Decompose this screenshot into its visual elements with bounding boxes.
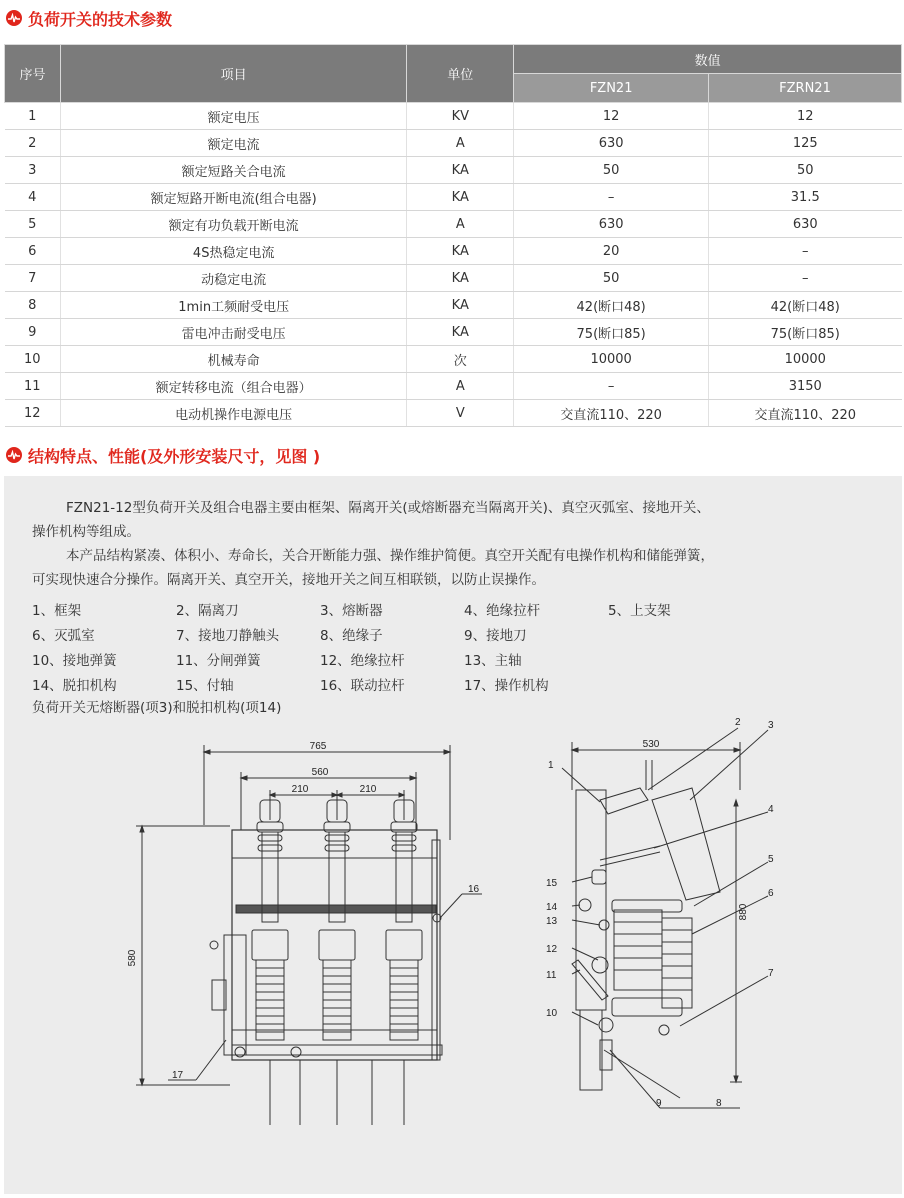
table-cell-seq: 7: [5, 265, 61, 292]
table-cell-v2: 50: [709, 157, 902, 184]
table-cell-unit: KA: [407, 238, 514, 265]
label-6: 6: [768, 888, 774, 899]
section-title-text: 负荷开关的技术参数: [28, 9, 173, 29]
table-cell-item: 动稳定电流: [61, 265, 407, 292]
table-cell-unit: KA: [407, 292, 514, 319]
table-cell-seq: 6: [5, 238, 61, 265]
label-8: 8: [716, 1098, 722, 1109]
table-cell-v1: 20: [514, 238, 709, 265]
table-cell-seq: 4: [5, 184, 61, 211]
table-cell-item: 额定转移电流（组合电器）: [61, 373, 407, 400]
table-cell-item: 1min工频耐受电压: [61, 292, 407, 319]
front-view-drawing: [136, 745, 482, 1125]
part-item: 16、联动拉杆: [320, 677, 405, 694]
table-cell-v1: 50: [514, 265, 709, 292]
table-cell-v2: 交直流110、220: [709, 400, 902, 427]
table-cell-unit: V: [407, 400, 514, 427]
table-cell-seq: 5: [5, 211, 61, 238]
table-cell-v2: 42(断口48): [709, 292, 902, 319]
paragraph-1-cont: 操作机构等组成。: [32, 524, 140, 540]
table-cell-item: 机械寿命: [61, 346, 407, 373]
table-cell-v1: 630: [514, 130, 709, 157]
label-9: 9: [656, 1098, 662, 1109]
table-cell-item: 4S热稳定电流: [61, 238, 407, 265]
table-cell-v1: 10000: [514, 346, 709, 373]
col-header-fzn21: FZN21: [514, 74, 709, 103]
part-item: 7、接地刀静触头: [176, 627, 280, 644]
dim-580: 580: [127, 949, 138, 967]
table-cell-unit: A: [407, 130, 514, 157]
dim-880: 880: [738, 903, 749, 921]
paragraph-1: FZN21-12型负荷开关及组合电器主要由框架、隔离开关(或熔断器充当隔离开关)、真空灭弧室、接地开关、: [66, 500, 710, 516]
label-16: 16: [468, 884, 480, 895]
paragraph-2: 本产品结构紧凑、体积小、寿命长，关合开断能力强、操作维护简便。真空开关配有电操作机构和储能弹簧，: [66, 548, 714, 564]
table-cell-item: 额定有功负载开断电流: [61, 211, 407, 238]
paragraph-2-cont: 可实现快速合分操作。隔离开关、真空开关，接地开关之间互相联锁，以防止误操作。: [32, 572, 545, 588]
dim-765: 765: [309, 741, 327, 752]
table-cell-v2: –: [709, 238, 902, 265]
table-cell-v1: –: [514, 184, 709, 211]
table-cell-item: 额定短路开断电流(组合电器): [61, 184, 407, 211]
part-item: 5、上支架: [608, 602, 671, 619]
table-cell-item: 雷电冲击耐受电压: [61, 319, 407, 346]
part-item: 15、付轴: [176, 677, 234, 694]
table-cell-v1: 630: [514, 211, 709, 238]
table-cell-v2: 125: [709, 130, 902, 157]
label-15: 15: [546, 878, 558, 889]
table-cell-item: 额定短路关合电流: [61, 157, 407, 184]
table-cell-v1: 50: [514, 157, 709, 184]
table-cell-v2: 10000: [709, 346, 902, 373]
note-text: 负荷开关无熔断器(项3)和脱扣机构(项14): [32, 700, 282, 716]
label-10: 10: [546, 1008, 558, 1019]
table-cell-seq: 11: [5, 373, 61, 400]
table-cell-v1: 42(断口48): [514, 292, 709, 319]
table-cell-unit: A: [407, 373, 514, 400]
table-cell-seq: 12: [5, 400, 61, 427]
table-cell-item: 额定电压: [61, 103, 407, 130]
table-cell-seq: 1: [5, 103, 61, 130]
label-17: 17: [172, 1070, 184, 1081]
table-cell-unit: KV: [407, 103, 514, 130]
dim-210-left: 210: [291, 784, 309, 795]
part-item: 9、接地刀: [464, 627, 527, 644]
dim-560: 560: [311, 767, 329, 778]
col-header-seq: 序号: [5, 45, 61, 103]
label-7: 7: [768, 968, 774, 979]
table-cell-v1: –: [514, 373, 709, 400]
table-cell-item: 电动机操作电源电压: [61, 400, 407, 427]
label-2: 2: [735, 717, 741, 728]
table-cell-v2: 75(断口85): [709, 319, 902, 346]
label-11: 11: [546, 970, 557, 981]
part-item: 2、隔离刀: [176, 602, 239, 619]
col-header-values: 数值: [514, 45, 902, 74]
col-header-item: 项目: [61, 45, 407, 103]
col-header-fzrn21: FZRN21: [709, 74, 902, 103]
col-header-unit: 单位: [407, 45, 514, 103]
part-item: 4、绝缘拉杆: [464, 602, 541, 619]
label-4: 4: [768, 804, 774, 815]
label-12: 12: [546, 944, 558, 955]
part-item: 12、绝缘拉杆: [320, 652, 405, 669]
table-cell-seq: 9: [5, 319, 61, 346]
table-cell-v1: 交直流110、220: [514, 400, 709, 427]
part-item: 14、脱扣机构: [32, 677, 117, 694]
dim-530: 530: [642, 739, 660, 750]
table-cell-seq: 3: [5, 157, 61, 184]
table-cell-unit: KA: [407, 184, 514, 211]
table-cell-unit: 次: [407, 346, 514, 373]
label-1: 1: [548, 760, 554, 771]
part-item: 17、操作机构: [464, 677, 549, 694]
table-cell-v2: 31.5: [709, 184, 902, 211]
table-cell-v2: 3150: [709, 373, 902, 400]
table-cell-unit: A: [407, 211, 514, 238]
table-cell-v2: –: [709, 265, 902, 292]
part-item: 13、主轴: [464, 652, 522, 669]
label-3: 3: [768, 720, 774, 731]
table-cell-seq: 8: [5, 292, 61, 319]
section-title-text: 结构特点、性能(及外形安装尺寸，见图 ): [28, 446, 321, 466]
part-item: 3、熔断器: [320, 602, 383, 619]
part-item: 8、绝缘子: [320, 627, 383, 644]
part-item: 6、灭弧室: [32, 627, 95, 644]
label-14: 14: [546, 902, 558, 913]
table-cell-item: 额定电流: [61, 130, 407, 157]
dim-210-right: 210: [359, 784, 377, 795]
table-cell-seq: 2: [5, 130, 61, 157]
table-cell-unit: KA: [407, 319, 514, 346]
table-cell-seq: 10: [5, 346, 61, 373]
part-item: 10、接地弹簧: [32, 652, 117, 669]
part-item: 11、分闸弹簧: [176, 652, 261, 669]
table-cell-v1: 75(断口85): [514, 319, 709, 346]
table-cell-unit: KA: [407, 265, 514, 292]
table-cell-v2: 12: [709, 103, 902, 130]
table-cell-v2: 630: [709, 211, 902, 238]
part-item: 1、框架: [32, 602, 82, 619]
label-13: 13: [546, 916, 558, 927]
table-cell-unit: KA: [407, 157, 514, 184]
label-5: 5: [768, 854, 774, 865]
table-cell-v1: 12: [514, 103, 709, 130]
